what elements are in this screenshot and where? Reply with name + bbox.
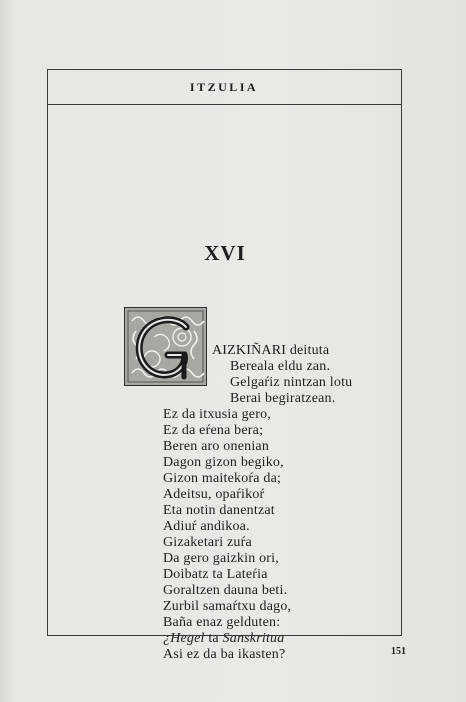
verse-line: Adeitsu, opaŕikoŕ [163,487,265,502]
verse-line: Ez da eŕena bera; [163,423,264,438]
verse-line: Zurbil samaŕtxu dago, [163,599,292,614]
verse-line: Dagon gizon begiko, [163,455,284,470]
opening-line-2: Bereala eldu zan. [230,359,331,374]
italic-hegel: ¿Hegel [163,631,205,646]
opening-line-3: Gelgaŕiz nintzan lotu [230,375,353,390]
running-head: ITZULIA [189,80,259,94]
verse-line: Beren aro onenian [163,439,270,454]
verse-line-last: Asi ez da ba ikasten? [163,647,286,662]
page-number: 151 [391,646,406,657]
verse-line: Adiuŕ andikoa. [163,519,250,534]
opening-line-1: AIZKIÑARI deituta [212,343,330,358]
verse-line: Doibatz ta Lateŕia [163,567,268,582]
conjunction-ta: ta [204,631,223,646]
verse-line: Goraltzen dauna beti. [163,583,288,598]
verse-line: Baña enaz gelduten: [163,615,281,630]
verse-line: Da gero gaizkin ori, [163,551,279,566]
chapter-number: XVI [204,241,246,265]
verse-line-hegel [163,631,284,647]
verse-line: Eta notin danentzat [163,503,275,518]
opening-line-4: Berai begiratzean. [230,391,336,406]
verse-line: Ez da itxusia gero, [163,407,271,422]
italic-sanskritua: Sanskritua [222,631,285,646]
verse-line: Gizon maitekoŕa da; [163,471,282,486]
verse-line: Gizaketari zuŕa [163,535,252,550]
decorated-initial-g [124,307,207,386]
